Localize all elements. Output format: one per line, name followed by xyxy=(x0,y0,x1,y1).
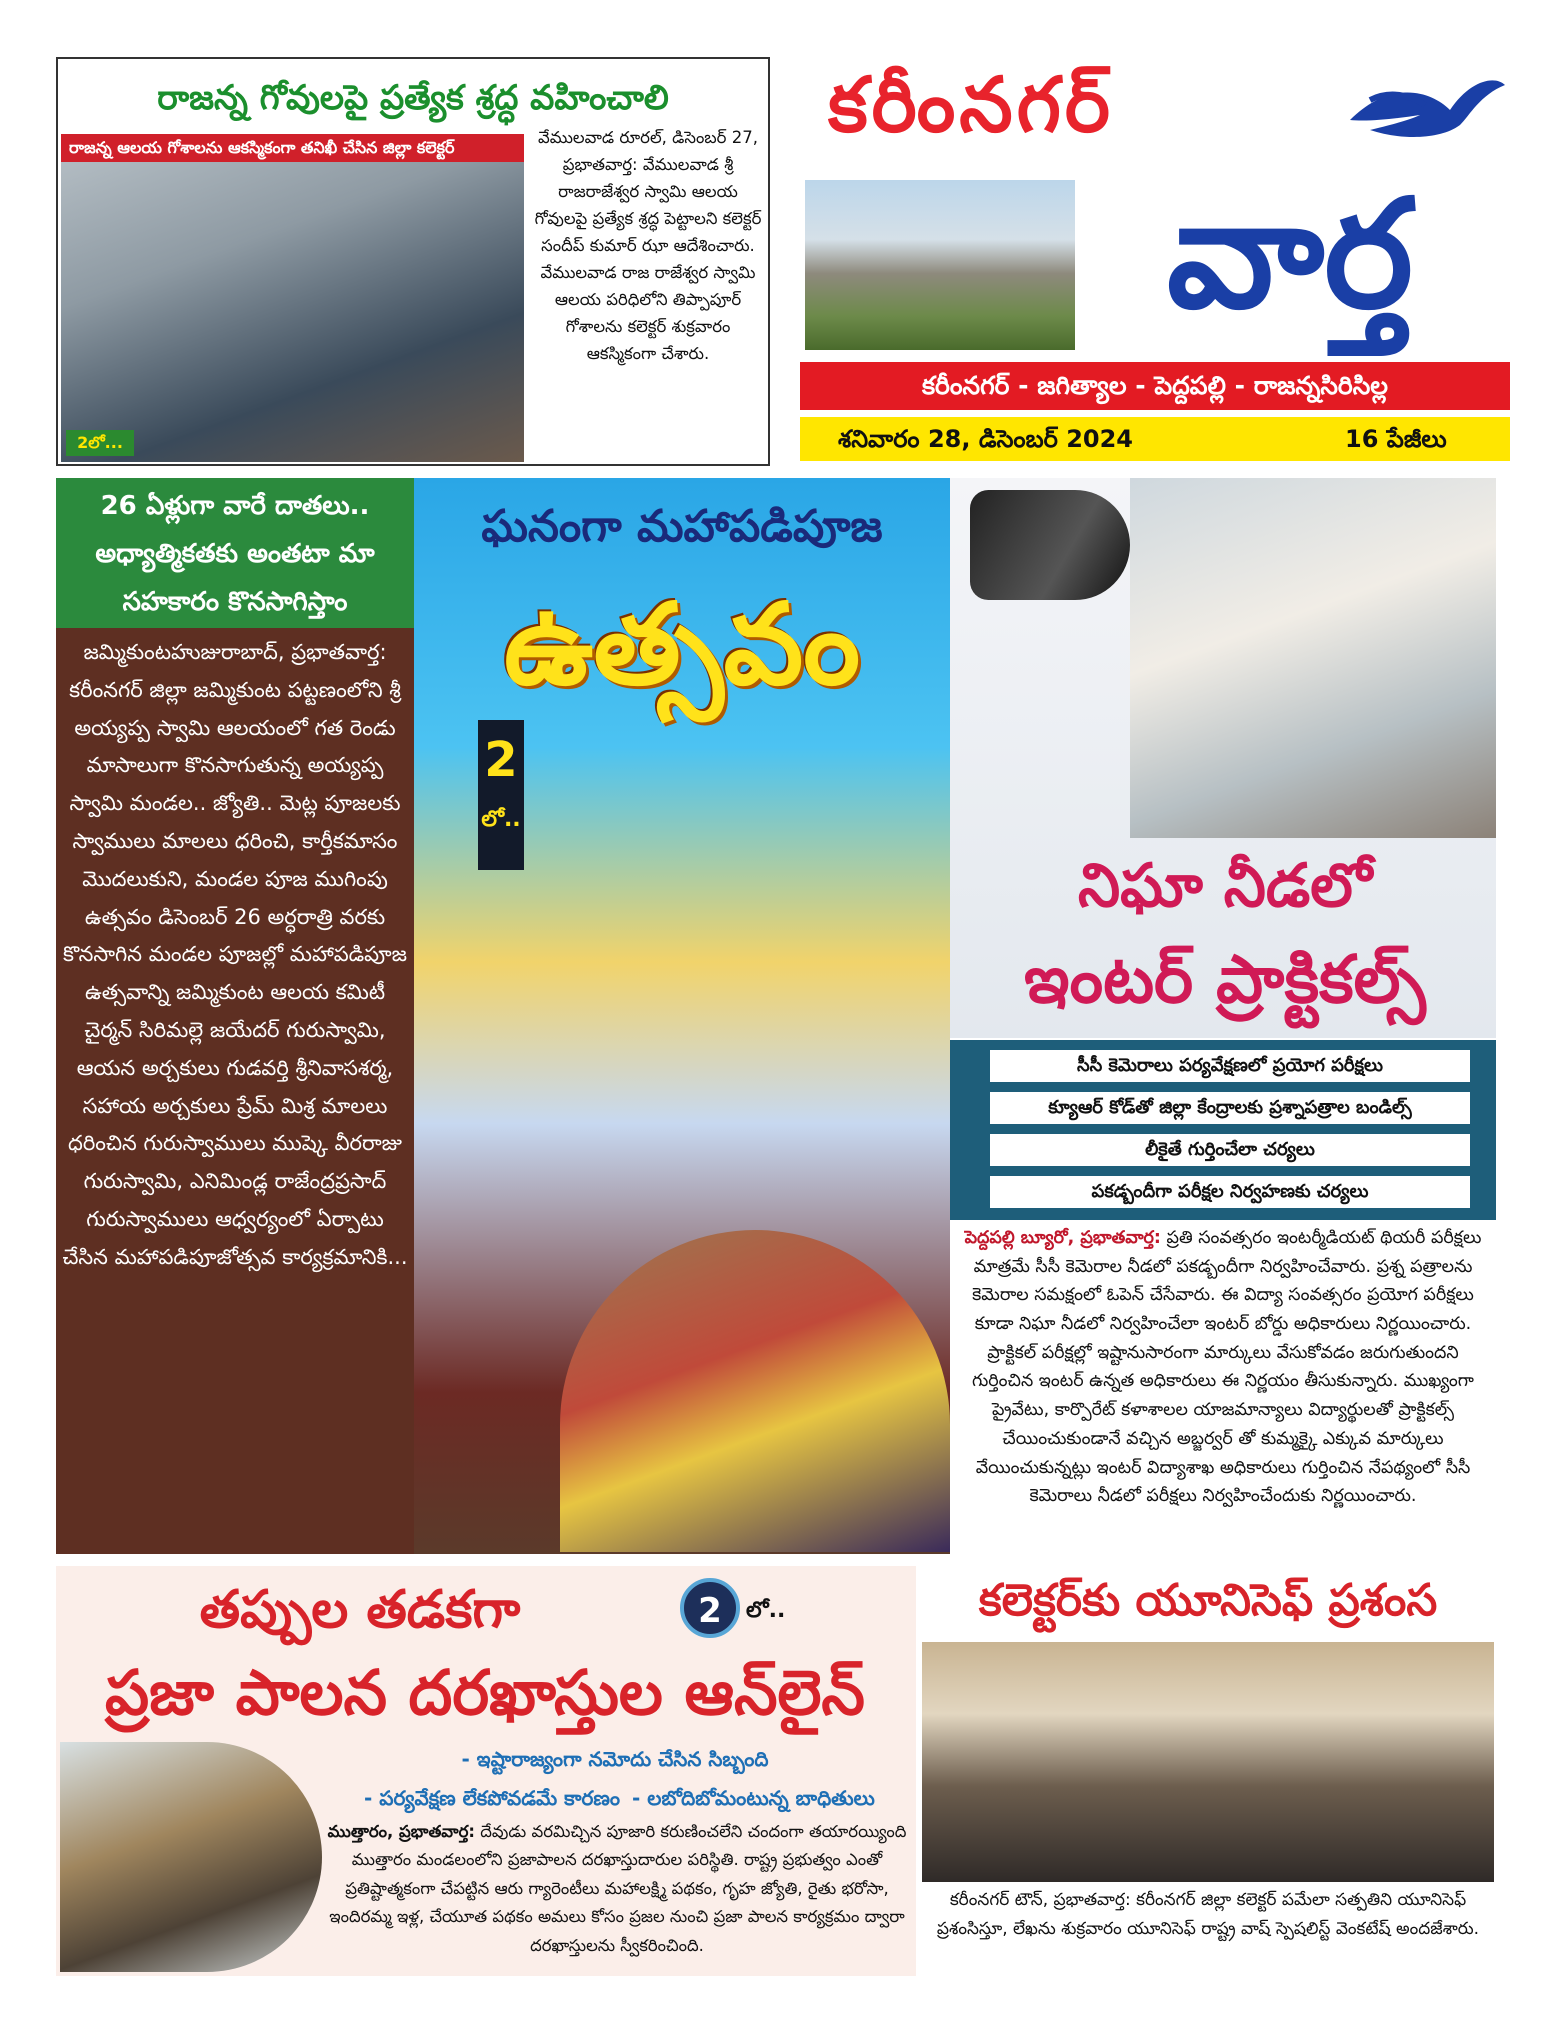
science-subhead: క్యూఆర్ కోడ్‌తో జిల్లా కేంద్రాలకు ప్రశ్నాపత్రాల బండిల్స్ xyxy=(990,1092,1470,1124)
top-left-continue-label: 2లో... xyxy=(66,430,134,456)
festival-continue-suffix: లో.. xyxy=(481,807,521,832)
festival-continue-badge xyxy=(478,720,524,870)
cctv-camera-icon xyxy=(970,490,1130,600)
masthead-districts: కరీంనగర్ - జగిత్యాల - పెద్దపల్లి - రాజన్నసిరిసిల్ల xyxy=(800,362,1510,410)
unicef-letter-group-photo xyxy=(922,1642,1494,1882)
bottom-left-sub1: - ఇష్టారాజ్యంగా నమోదు చేసిన సిబ్బంది xyxy=(461,1747,769,1771)
science-title-line1: నిఘా నీడలో xyxy=(1077,851,1372,921)
bottom-left-headline-line1: తప్పుల తడకగా xyxy=(199,1580,521,1640)
science-subhead: లీకైతే గుర్తించేలా చర్యలు xyxy=(990,1134,1470,1166)
science-body-lead: పెద్దపల్లి బ్యూరో, ప్రభాతవార్త: xyxy=(964,1228,1161,1248)
masthead-date: శనివారం 28, డిసెంబర్ 2024 xyxy=(838,425,1133,453)
bottom-left-sub2b: - లబోదిబోమంటున్న బాధితులు xyxy=(632,1786,875,1810)
left-story-headline: 26 ఏళ్లుగా వారే దాతలు.. అధ్యాత్మికతకు అంతటా మా సహకారం కొనసాగిస్తాం xyxy=(56,478,414,628)
science-body-text: ప్రతి సంవత్సరం ఇంటర్మీడియట్ థియరీ పరీక్షలు మాత్రమే సీసీ కెమెరాల నీడలో పకడ్బందీగా నిర్వహించేవారు. ప్రశ్న పత్రాలను కెమెరాల సమక్షంలో ఓపెన్ చేసేవారు. ఈ విద్యా సంవత్సరం ప్రయోగ పరీక్షలు కూడా నిఘా నీడలో నిర్వహించేలా ఇంటర్ బోర్డు అధికారులు నిర్ణయించారు. ప్రాక్టికల్ పరీక్షల్లో ఇష్టానుసారంగా మార్కులు వేసుకోవడం జరుగుతుందని గుర్తించిన ఇంటర్ ఉన్నత అధికారులు ఈ నిర్ణయం తీసుకున్నారు. ముఖ్యంగా ప్రైవేటు, కార్పొరేట్ కళాశాలల యాజమాన్యాలు విద్యార్థులతో ప్రాక్టికల్స్ చేయించుకుండానే వచ్చిన అబ్జర్వర్ తో కుమ్మక్కై ఎక్కువ మార్కులు వేయించుకున్నట్లు ఇంటర్ విద్యాశాఖ అధికారులు గుర్తించిన నేపథ్యంలో సీసీ కెమెరాలు నీడలో పరీక్షలు నిర్వహించేందుకు నిర్ణయించారు. xyxy=(972,1228,1482,1507)
bottom-left-continue-suffix: లో.. xyxy=(746,1598,786,1623)
festival-headline: ఘనంగా మహాపడిపూజ xyxy=(481,501,883,552)
bottom-left-body xyxy=(322,1818,912,1972)
left-story-body: జమ్మికుంటహుజురాబాద్, ప్రభాతవార్త: కరీంనగర్ జిల్లా జమ్మికుంట పట్టణంలోని శ్రీ అయ్యప్ప స్వామి ఆలయంలో గత రెండు మాసాలుగా కొనసాగుతున్న అయ్యప్ప స్వామి మండల.. జ్యోతి.. మెట్ల పూజలకు స్వాములు మాలలు ధరించి, కార్తీకమాసం మొదలుకుని, మండల పూజ ముగింపు ఉత్సవం డిసెంబర్ 26 అర్ధరాత్రి వరకు కొనసాగిన మండల పూజల్లో మహాపడిపూజ ఉత్సవాన్ని జమ్మికుంట ఆలయ కమిటీ చైర్మన్ సిరిమల్లె జయేదర్ గురుస్వామి, ఆయన అర్చకులు గుడవర్తి శ్రీనివాసశర్మ, సహాయ అర్చకులు ప్రేమ్ మిశ్ర మాలలు ధరించిన గురుస్వాములు ముష్కె వీరరాజు గురుస్వామి, ఎనిమిండ్ల రాజేంద్రప్రసాద్ గురుస్వాములు ఆధ్వర్యంలో ఏర్పాటు చేసిన మహాపడిపూజోత్సవ కార్యక్రమానికి... xyxy=(62,640,408,1269)
festival-big-word: ఉత్సవం xyxy=(503,580,861,710)
science-subhead: సీసీ కెమెరాలు పర్యవేక్షణలో ప్రయోగ పరీక్షలు xyxy=(990,1050,1470,1082)
collector-inspection-photo xyxy=(61,134,524,462)
bottom-left-headline-line2: ప్రజా పాలన దరఖాస్తుల ఆన్‌లైన్ xyxy=(105,1656,865,1729)
science-subhead: పకడ్బందీగా పరీక్షల నిర్వహణకు చర్యలు xyxy=(990,1176,1470,1208)
bottom-left-body-lead: ముత్తారం, ప్రభాతవార్త: xyxy=(327,1822,475,1841)
science-title-line2: ఇంటర్ ప్రాక్టికల్స్ xyxy=(1024,941,1426,1018)
bottom-right-body: కరీంనగర్ టౌన్, ప్రభాతవార్త: కరీంనగర్ జిల్లా కలెక్టర్ పమేలా సత్పతిని యూనిసెఫ్ ప్రశంసిస్తూ, లేఖను శుక్రవారం యూనిసెఫ్ రాష్ట్ర వాష్ స్పెషలిస్ట్ వెంకటేష్ అందజేశారు. xyxy=(936,1890,1480,1939)
dove-logo-icon xyxy=(1330,60,1510,160)
masthead-pages: 16 పేజీలు xyxy=(1345,425,1447,453)
top-left-headline: రాజన్న గోవులపై ప్రత్యేక శ్రద్ధ వహించాలి xyxy=(157,78,669,118)
dam-photo xyxy=(805,180,1075,350)
bottom-left-continue-badge xyxy=(680,1578,800,1642)
lab-student-photo xyxy=(1130,478,1496,838)
bottom-left-sub2a: - పర్యవేక్షణ లేకపోవడమే కారణం xyxy=(363,1786,620,1810)
masthead-big-word: వార్త xyxy=(1166,168,1414,342)
bottom-right-headline: కలెక్టర్‌కు యూనిసెఫ్ ప్రశంస xyxy=(978,1575,1438,1626)
applicant-holding-paper-photo xyxy=(60,1742,322,1972)
masthead-top-word: కరీంనగర్ xyxy=(828,60,1114,149)
bottom-left-continue-number: 2 xyxy=(680,1578,740,1638)
top-left-body: వేములవాడ రూరల్, డిసెంబర్ 27, ప్రభాతవార్త: వేములవాడ శ్రీ రాజరాజేశ్వర స్వామి ఆలయ గోవులపై ప్రత్యేక శ్రద్ధ పెట్టాలని కలెక్టర్ సందీప్ కుమార్ ఝా ఆదేశించారు. వేములవాడ రాజ రాజేశ్వర స్వామి ఆలయ పరిధిలోని తిప్పాపూర్ గోశాలను కలెక్టర్ శుక్రవారం ఆకస్మికంగా చేశారు. xyxy=(534,128,762,364)
bottom-left-body-text: దేవుడు వరమిచ్చిన పూజారి కరుణించలేని చందంగా తయారయ్యింది ముత్తారం మండలంలోని ప్రజాపాలన దరఖాస్తుదారుల పరిస్థితి. రాష్ట్ర ప్రభుత్వం ఎంతో ప్రతిష్టాత్మకంగా చేపట్టిన ఆరు గ్యారెంటీలు మహాలక్ష్మి పథకం, గృహ జ్యోతి, రైతు భరోసా, ఇందిరమ్మ ఇళ్ల, చేయూత పథకం అమలు కోసం ప్రజల నుంచి ప్రజా పాలన కార్యక్రమం ద్వారా దరఖాస్తులను స్వీకరించింది. xyxy=(329,1822,907,1955)
science-body xyxy=(950,1222,1496,1554)
festival-continue-number: 2 xyxy=(484,732,518,788)
top-left-photo-caption: రాజన్న ఆలయ గోశాలను ఆకస్మికంగా తనిఖీ చేసిన జిల్లా కలెక్టర్ xyxy=(61,134,524,162)
